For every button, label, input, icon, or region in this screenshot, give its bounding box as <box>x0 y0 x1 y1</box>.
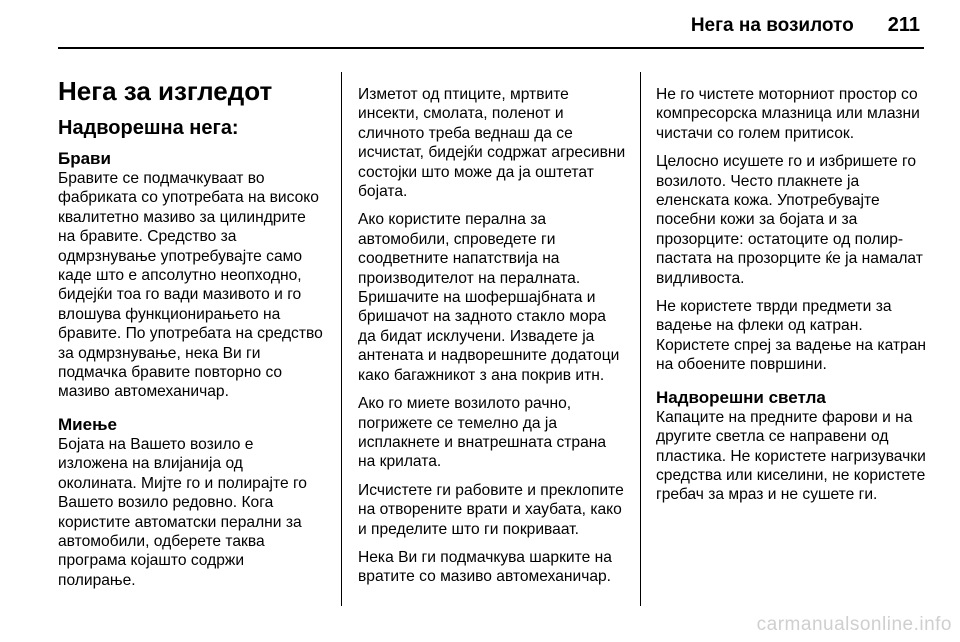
paragraph-lights: Капаците на предните фарови и на другите светла се направени од пластика. Не користете нагризувачки средства или киселини, не користете гребач за мраз и не сушете ги. <box>656 408 926 504</box>
heading-locks: Брави <box>58 149 111 168</box>
column-divider-2 <box>640 72 641 606</box>
paragraph-car-wash: Ако користите перална за автомобили, спроведете ги соодветните напатствија на производителот на пералната. Бришачите на шофершајбната и бришачот на задното стакло мора да бидат исклучени. Извадете ја антената и надворешните додатоци како багажникот з ана покрив итн. <box>358 211 620 384</box>
page-header <box>691 14 920 37</box>
page-title: Нега за изгледот <box>58 76 273 106</box>
header-rule <box>58 47 924 49</box>
subtitle-exterior-care: Надворешна нега: <box>58 117 239 139</box>
heading-washing: Миење <box>58 414 117 434</box>
column-divider-1 <box>341 72 342 606</box>
page-number: 211 <box>887 14 920 36</box>
paragraph-washing: Бојата на Вашето возило е изложена на влијанија од околината. Мијте го и полирајте го Вашето возило редовно. Кога користите автоматски перални за автомобили, одберете таква програма којашто содржи полирање. <box>58 435 307 589</box>
watermark: carmanualsonline.info <box>756 614 952 635</box>
paragraph-locks: Бравите се подмачкуваат во фабриката со употребата на високо квалитетно мазиво за цилиндрите на бравите. Средство за одмрзнување употребувајте само каде што е апсолутно неопходно, бидејќи тоа го вади мазивото и го влошува функционирањето на бравите. По употребата на средство за одмрзнување, нека Ви ги подмачка бравите повторно со мазиво автомеханичар. <box>58 170 323 401</box>
paragraph-bird-droppings: Изметот од птиците, мртвите инсекти, смолата, поленот и сличното треба веднаш да се исчистат, бидејќи содржат агресивни состојки што може да ја оштетат бојата. <box>358 86 626 201</box>
column-3 <box>656 85 926 514</box>
heading-exterior-lights: Надворешни светла <box>656 387 826 407</box>
paragraph-hand-wash: Ако го миете возилото рачно, погрижете се темелно да ја исплакнете и внатрешната страна на крилата. <box>358 395 607 471</box>
paragraph-edges: Исчистете ги рабовите и преклопите на отворените врати и хаубата, како и пределите што ги покриваат. <box>358 481 624 538</box>
paragraph-engine-bay: Не го чистете моторниот простор со компресорска млазница или млазни чистачи со голем притисок. <box>656 86 920 142</box>
column-1 <box>58 58 324 599</box>
section-title: Нега на возилото <box>690 15 854 36</box>
paragraph-tar: Не користете тврди предмети за вадење на флеки од катран. Користете спреј за вадење на катран на обоените површини. <box>656 298 927 374</box>
paragraph-drying: Целосно исушете го и избришете го возилото. Често плакнете ја еленската кожа. Употребувајте посебни кожи за бојата и за прозорците: остатоците од полир-пастата на прозорците ќе ја намалат видливоста. <box>656 153 923 287</box>
paragraph-hinges: Нека Ви ги подмачкува шарките на вратите со мазиво автомеханичар. <box>358 548 612 586</box>
column-2 <box>358 85 626 596</box>
